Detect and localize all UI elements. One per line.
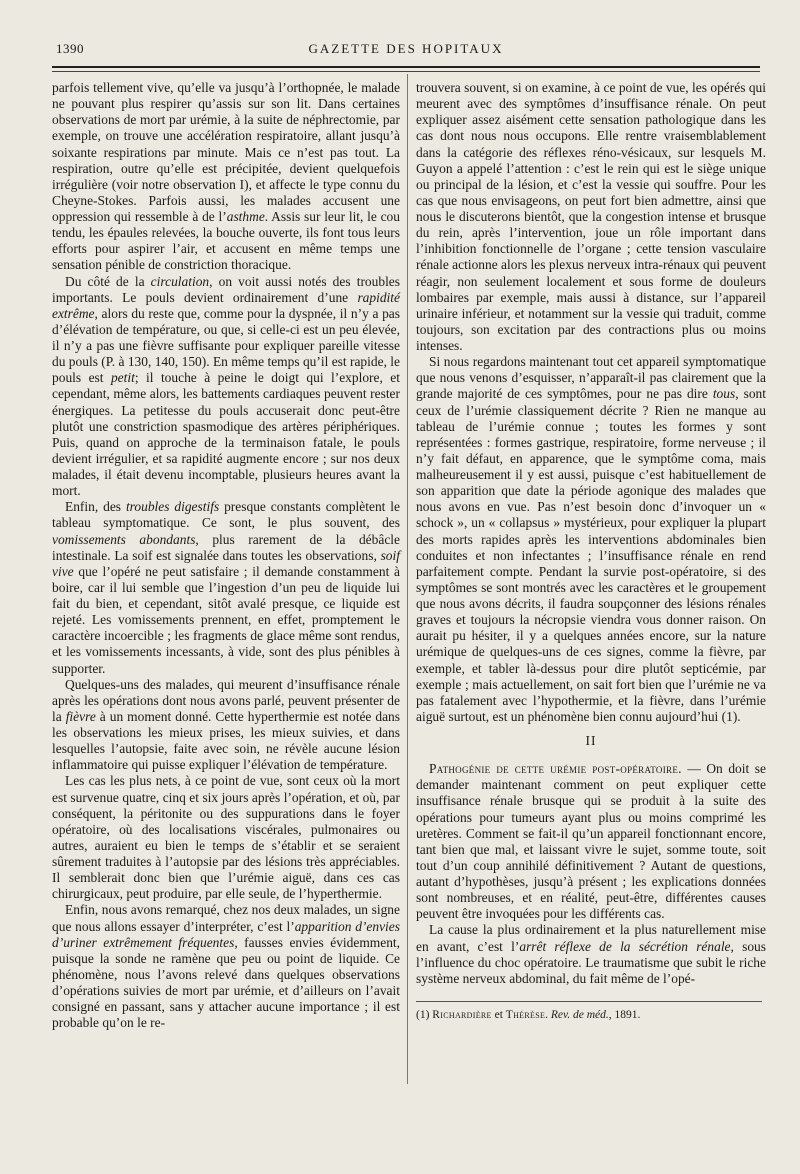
page-number: 1390 (56, 41, 84, 56)
header-rule-thin (52, 71, 760, 72)
right-column (416, 80, 766, 1022)
paragraph: Quelques-uns des malades, qui meurent d’insuffisance rénale après les opérations dont nous avons parlé, peuvent présenter de la fièvre à un moment donné. Cette hyperthermie est notée dans les observations les mieux prises, les mieux suivies, et dans lesquelles l’autopsie, faite avec soin, ne révèle aucune lésion inflammatoire qui puisse expliquer l’élévation de température. (52, 676, 401, 773)
header-rule (52, 66, 760, 68)
paragraph: Enfin, des troubles digestifs presque constants complètent le tableau symptomatique. Ce sont, le plus souvent, des vomissements abondants, plus rarement de la débâcle intestinale. La soif est signalée dans toutes les observations, soif vive que l’opéré ne peut satisfaire ; il demande constamment à boire, car il lui semble que l’ingestion d’un peu de liquide lui fait du bien, et cependant, sitôt avalé presque, ce liquide est rejeté. Les vomissements prennent, en effet, promptement le caractère incoercible ; les fragments de glace même sont rendus, et les vomissements incessants, à vide, sont des plus pénibles à supporter. (52, 499, 400, 676)
page-header (52, 38, 760, 60)
paragraph: Si nous regardons maintenant tout cet appareil symptomatique que nous venons d’esquisser, n’apparaît-il pas clairement que la grande majorité de ces symptômes, pour ne pas dire tous, sont ceux de l’urémie classiquement décrite ? Rien ne manque au tableau de l’urémie connue ; toutes les formes y sont représentées : formes gastrique, respiratoire, forme nerveuse ; il n’y fait défaut, en apparence, que le symptôme coma, mais malheureusement il y est aussi, puisque c’est habituellement de son apparition que date la période agonique des malades que nous avons en vue. Pas n’est besoin donc d’invoquer un « schock », un « collapsus » mystérieux, pour expliquer la plupart des morts rapides après les interventions abdominales bien conduites et non infectantes ; l’insuffisance rénale en rend parfaitement compte. Pendant la survie post-opératoire, si des symptômes se sont montrés avec les caractères et le groupement que nous avons décrits, il faudra soupçonner des lésions rénales graves et toujours la nécropsie viendra vous donner raison. On aurait pu hésiter, il y a quelques années encore, sur la nature urémique de quelques-uns de ces signes, comme la fièvre, par exemple, et tabler là-dessus pour dire plutôt septicémie, par exemple ; mais actuellement, on sait fort bien que l’urémie ne va pas fatalement avec l’hypothermie, et la fièvre, dans l’urémie aiguë surtout, est un phénomène bien connu aujourd’hui (1). (416, 354, 766, 724)
left-column (52, 80, 400, 1031)
footnote: (1) Richardière et Thérèse. Rev. de méd., 1891. (416, 1008, 641, 1021)
journal-title: GAZETTE DES HOPITAUX (308, 41, 504, 56)
section-heading: Pathogénie de cette urémie post-opératoire. (429, 761, 682, 777)
section-number: II (585, 733, 597, 748)
paragraph: Du côté de la circulation, on voit aussi notés des troubles importants. Le pouls devient ordinairement d’une rapidité extrême, alors du reste que, comme pour la dyspnée, il n’y a pas d’élévation de température, ou que, si celle-ci est un peu élevée, il n’y a pas une fièvre suffisante pour expliquer pareille vitesse du pouls (P. à 130, 140, 150). En même temps qu’il est rapide, le pouls est petit; il touche à peine le doigt qui l’explore, et cependant, même alors, les battements cardiaques peuvent rester énergiques. La petitesse du pouls accuserait donc peut-être plutôt une constriction spasmodique des artères périphériques. Puis, quand on approche de la terminaison fatale, le pouls devient irrégulier, et sa rapidité augmente encore ; sur nos deux malades, il était devenu incomptable, plusieurs heures avant la mort. (52, 273, 401, 499)
paragraph: parfois tellement vive, qu’elle va jusqu’à l’orthopnée, le malade ne pouvant plus respirer qu’assis sur son lit. Dans certaines observations de mort par urémie, à la suite de néphrectomie, par exemple, on trouve une accélération respiratoire, allant jusqu’à soixante respirations par minute. Mais ce n’est pas tout. La respiration, outre qu’elle est précipitée, devient quelquefois irrégulière (voir notre observation I), et affecte le type connu du Cheyne-Stokes. Parfois aussi, les malades accusent une oppression qui ressemble à de l’asthme. Assis sur leur lit, le cou tendu, les épaules relevées, la bouche ouverte, ils font tous leurs efforts pour aspirer l’air, et accusent en même temps une sensation pénible de constriction thoracique. (52, 80, 400, 273)
paragraph: Enfin, nous avons remarqué, chez nos deux malades, un signe que nous allons essayer d’interpréter, c’est l’apparition d’envies d’uriner extrêmement fréquentes, fausses envies évidemment, puisque la sonde ne ramène que peu ou point de liquide. Ce phénomène, nous l’avons relevé dans quelques observations d’opérations suivies de mort par urémie, et d’ailleurs on l’avait consigné en passant, sans y attacher aucune importance ; il est probable qu’on le re- (52, 902, 401, 1031)
paragraph: La cause la plus ordinairement et la plus naturellement mise en avant, c’est l’arrêt réflexe de la sécrétion rénale, sous l’influence du choc opératoire. Le traumatisme que subit le riche système nerveux abdominal, du fait même de l’opé- (416, 922, 766, 986)
paragraph: Pathogénie de cette urémie post-opératoire. — On doit se demander maintenant comment on peut expliquer cette insuffisance rénale brusque qui se produit à la suite des opérations pour tumeurs ayant plus ou moins comprimé les uretères. Comment se fait-il qu’un appareil fonctionnant encore, tant bien que mal, et laissant vivre le sujet, somme toute, soit tout d’un coup annihilé définitivement ? Autant de questions, autant d’hypothèses, jusqu’à présent ; les explications données sont nombreuses, et en réalité, peut-être, différentes causes peuvent être invoquées pour les différents cas. (416, 761, 766, 922)
footnote-rule (416, 1001, 762, 1002)
paragraph: Les cas les plus nets, à ce point de vue, sont ceux où la mort est survenue quatre, cinq et six jours après l’opération, et où, par conséquent, la péritonite ou des suppurations dans le foyer opératoire, où des localisations viscérales, pulmonaires ou autres, auraient eu bien le temps de s’établir et se seraient sûrement traduites à l’autopsie par des lésions très appréciables. Il semblerait donc bien que l’urémie aiguë, dans ces cas chirurgicaux, peut produire, par elle seule, de l’hyperthermie. (52, 773, 400, 902)
paragraph: trouvera souvent, si on examine, à ce point de vue, les opérés qui meurent avec des symptômes d’insuffisance rénale. On peut expliquer assez aisément cette sensation pathologique dans les cas dont nous nous occupons. Elle rentre vraisemblablement dans la catégorie des réflexes réno-vésicaux, sur lesquels M. Guyon a appelé l’attention : c’est le rein qui est le siège unique ou principal de la lésion, et c’est la vessie qui souffre. Pour les cas que nous envisageons, on peut fort bien admettre, ainsi que nous le discuterons bientôt, que la congestion intense et brusque du rein, après l’intervention, joue un rôle important dans l’inhibition fonctionnelle de l’organe ; cette tension vasculaire rénale actionne alors les plexus nerveux intra-rénaux qui peuvent réagir, non seulement localement et sous forme de douleurs lombaires par exemple, mais aussi à distance, sur l’appareil urinaire inférieur, et notamment sur la vessie qui traduit, comme toujours, son excitation par des contractions plus ou moins intenses. (416, 80, 766, 353)
column-divider (407, 74, 408, 1084)
